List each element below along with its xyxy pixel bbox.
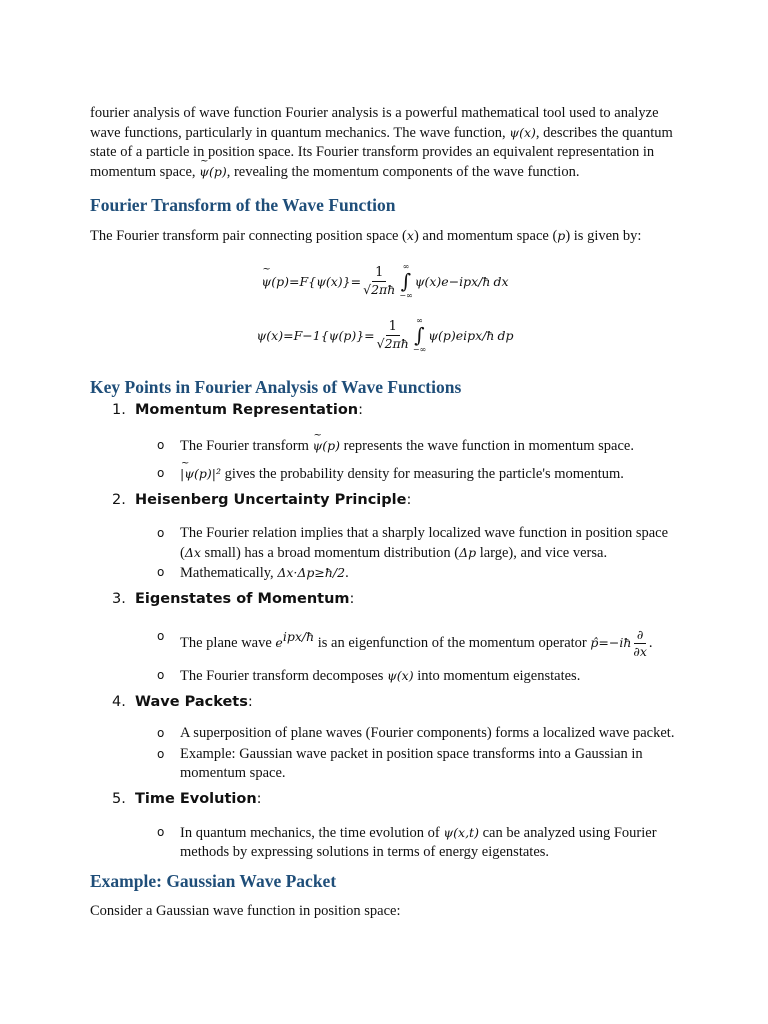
text: ) and momentum space (: [413, 228, 558, 244]
list-item: [112, 490, 680, 583]
text: ) is given by:: [565, 228, 642, 244]
list-number: 5.: [112, 791, 126, 807]
list-heading: [135, 589, 680, 609]
heading-colon: :: [406, 492, 412, 508]
list-item: [112, 692, 680, 783]
math: Δp: [459, 545, 477, 560]
text: .: [345, 565, 349, 581]
eq2-lower-limit: −∞: [412, 345, 427, 354]
equation-forward-transform: [90, 262, 680, 304]
eq1-denominator: √2πħ: [363, 281, 396, 297]
math: ψ(x): [386, 668, 414, 683]
text: The Fourier transform pair connecting position space (: [90, 228, 407, 244]
heading-text: Momentum Representation: [135, 402, 359, 418]
eq2-differential: dp: [497, 327, 514, 343]
heading-colon: :: [256, 791, 262, 807]
heading-text: Time Evolution: [135, 791, 257, 807]
list-item: [112, 589, 680, 686]
fraction-denominator: ∂x: [633, 644, 647, 659]
eq2-inverse-sup: −1: [302, 327, 321, 343]
document-body: [90, 104, 680, 921]
eq2-left: ψ(x)=F: [256, 327, 303, 343]
text: small) has a broad momentum distribution (: [204, 545, 460, 561]
eq2-exponent: ipx/ħ: [463, 327, 495, 343]
eq1-integral: ∞ ∫ −∞: [399, 262, 413, 300]
list-item: [112, 789, 680, 862]
momentum-operator: p̂=−iħ: [590, 634, 632, 650]
sub-item: [180, 823, 680, 862]
eq2-denominator: √2πħ: [376, 335, 409, 351]
heading-colon: :: [349, 591, 355, 607]
list-heading: [135, 400, 680, 420]
text: Example: Gaussian wave packet in position space transforms into a Gaussian in momentum space.: [180, 746, 643, 781]
list-number: 4.: [112, 694, 126, 710]
text: The plane wave: [180, 634, 272, 651]
gaussian-intro: Consider a Gaussian wave function in position space:: [90, 903, 401, 919]
eq2-integral: ∞ ∫ −∞: [412, 316, 427, 354]
text: The Fourier relation implies that a sharply localized wave function in position space (: [180, 525, 669, 561]
eq2-upper-limit: ∞: [416, 316, 423, 325]
key-points-list: [90, 400, 680, 862]
text: Mathematically,: [180, 565, 274, 581]
text: A superposition of plane waves (Fourier components) forms a localized wave packet.: [180, 725, 675, 741]
sub-list: [135, 436, 680, 484]
var-p: p: [557, 228, 566, 243]
text: The Fourier transform: [180, 438, 309, 454]
math: Δx·Δp≥ħ/2: [277, 565, 346, 580]
eq1-numerator: 1: [372, 265, 386, 282]
text: is an eigenfunction of the momentum operator: [317, 634, 587, 651]
math: ~ ψ(p): [312, 436, 340, 455]
section-heading-fourier-transform: Fourier Transform of the Wave Function: [90, 195, 396, 215]
sub-item: [180, 745, 680, 783]
heading-text: Wave Packets: [135, 694, 248, 710]
sub-item: [180, 666, 680, 686]
sub-item: [180, 436, 680, 456]
text: into momentum eigenstates.: [417, 668, 581, 684]
list-number: 3.: [112, 591, 126, 607]
heading-text: Eigenstates of Momentum: [135, 591, 350, 607]
text: In quantum mechanics, the time evolution of: [180, 825, 440, 841]
text: gives the probability density for measuring the particle's momentum.: [224, 466, 624, 482]
heading-text: Heisenberg Uncertainty Principle: [135, 492, 407, 508]
list-heading: [135, 692, 680, 712]
eq1-fraction: [363, 265, 395, 298]
partial-fraction: [633, 627, 647, 660]
text: represents the wave function in momentum space.: [343, 438, 634, 454]
list-item: [112, 400, 680, 484]
math: e: [275, 634, 283, 650]
sub-item: [180, 524, 680, 563]
psi-x-math: ψ(x): [509, 125, 536, 140]
equation-inverse-transform: [90, 316, 680, 358]
list-heading: [135, 789, 680, 809]
eq1-exponent: −ipx/ħ: [448, 273, 491, 289]
fraction-numerator: ∂: [634, 627, 646, 644]
transform-pair-intro: [90, 226, 680, 246]
text: The Fourier transform decomposes: [180, 668, 384, 684]
eq2-fraction: [377, 319, 409, 352]
text: can be analyzed using Fourier methods by expressing solutions in terms of energy eigenstates.: [180, 825, 657, 860]
sub-list: [135, 524, 680, 583]
text: large), and vice versa.: [479, 545, 608, 561]
sub-item: [180, 464, 680, 484]
sub-list: [135, 823, 680, 862]
sub-item: [180, 627, 680, 660]
math: ~ |ψ(p)|²: [180, 464, 221, 483]
sub-list: [135, 724, 680, 783]
list-number: 2.: [112, 492, 126, 508]
sub-item: [180, 563, 680, 583]
eq1-upper-limit: ∞: [402, 262, 410, 271]
sub-item: [180, 724, 680, 743]
math: ψ(x,t): [443, 825, 479, 840]
sub-list: [135, 627, 680, 686]
text: .: [648, 634, 653, 651]
psi-p-math: ~ ψ(p): [199, 162, 227, 181]
eq2-integrand: ψ(p)e: [428, 327, 464, 343]
eq1-lower-limit: −∞: [399, 291, 413, 300]
eq1-left: ~ ψ(p)=F{ψ(x)}=: [261, 274, 361, 289]
intro-text-2: , describes the quantum state of a particle in position space. Its Fourier transform provides an equivalent representation in momentum space,: [90, 125, 673, 180]
list-heading: [135, 490, 680, 510]
eq1-integrand: ψ(x)e: [414, 273, 449, 289]
section-heading-key-points: Key Points in Fourier Analysis of Wave Functions: [90, 377, 462, 397]
eq1-differential: dx: [493, 273, 509, 289]
var-x: x: [406, 228, 414, 243]
eq2-numerator: 1: [386, 319, 400, 336]
heading-colon: :: [358, 402, 364, 418]
intro-text-3: , revealing the momentum components of the wave function.: [226, 164, 580, 180]
heading-colon: :: [247, 694, 253, 710]
eq2-mid: {ψ(p)}=: [320, 327, 375, 343]
intro-paragraph: [90, 104, 680, 182]
math: Δx: [184, 545, 201, 560]
exponent: ipx/ħ: [282, 629, 315, 644]
list-number: 1.: [112, 402, 126, 418]
intro-text-1: fourier analysis of wave function Fourier analysis is a powerful mathematical tool used to analyze wave functions, particularly in quantum mechanics. The wave function,: [90, 105, 659, 141]
section-heading-gaussian-example: Example: Gaussian Wave Packet: [90, 871, 337, 891]
